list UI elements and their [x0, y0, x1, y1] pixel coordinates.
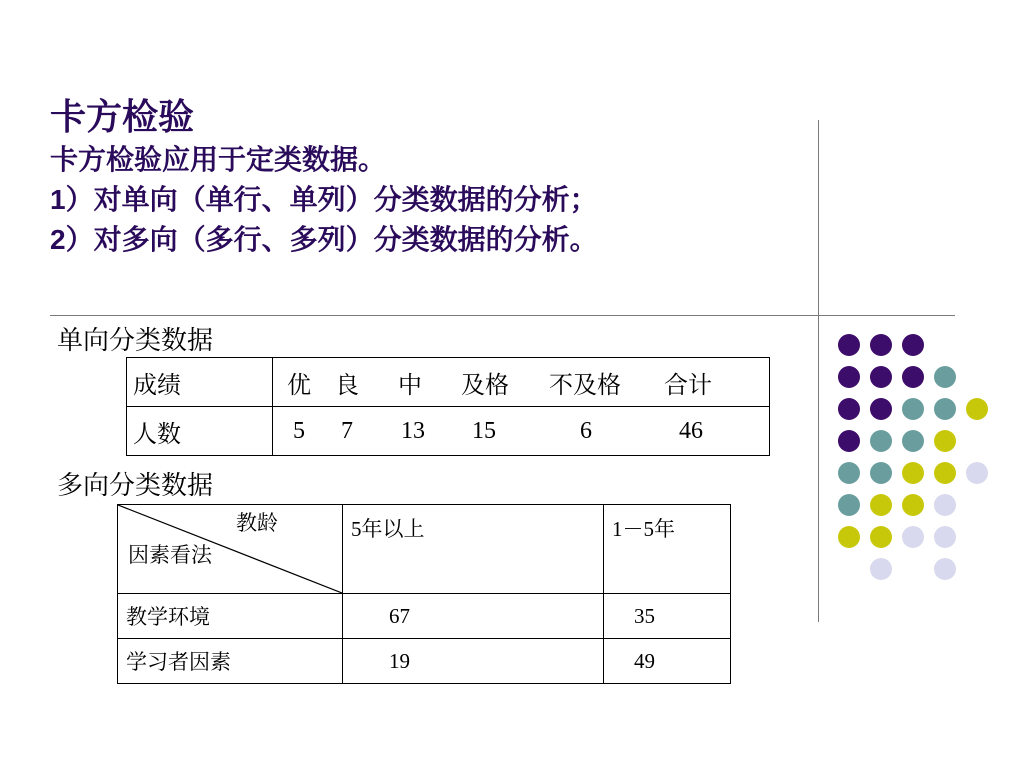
dot-gap: [966, 430, 988, 452]
dot-row: [838, 462, 998, 494]
vertical-divider: [818, 120, 819, 622]
count-good: 7: [341, 417, 353, 444]
grade-medium: 中: [398, 372, 422, 399]
multi-classification-table: [117, 504, 731, 684]
decorative-dot: [870, 494, 892, 516]
point-1-text: ）对单向（单行、单列）分类数据的分析；: [65, 183, 598, 216]
count-label-cell: 人数: [127, 407, 273, 456]
count-total: 46: [679, 417, 703, 444]
row-2-value-1-text: 19: [389, 648, 410, 673]
count-pass: 15: [472, 417, 496, 444]
dot-row: [838, 398, 998, 430]
dot-row: [838, 430, 998, 462]
row-2-value-2: [604, 639, 731, 684]
grade-fail: 不及格: [549, 372, 621, 399]
single-section-label: 单向分类数据: [57, 326, 214, 355]
point-2-text: ）对多向（多行、多列）分类数据的分析。: [65, 223, 598, 256]
decorative-dot: [870, 430, 892, 452]
table-row: [127, 407, 770, 456]
decorative-dot: [934, 526, 956, 548]
dot-row: [838, 366, 998, 398]
decorative-dot: [934, 462, 956, 484]
decorative-dot: [902, 494, 924, 516]
grade-header-cell: 成绩: [127, 358, 273, 407]
count-medium: 13: [401, 417, 425, 444]
dot-gap: [966, 526, 988, 548]
decorative-dot: [838, 430, 860, 452]
dot-gap: [902, 558, 924, 580]
dot-gap: [966, 366, 988, 388]
row-1-value-2: [604, 594, 731, 639]
decorative-dot: [838, 334, 860, 356]
column-header-1: 5年以上: [343, 505, 604, 594]
decorative-dot: [838, 398, 860, 420]
grade-total: 合计: [664, 372, 712, 399]
row-label-1: 教学环境: [118, 594, 343, 639]
grade-categories-cell: [273, 358, 770, 407]
corner-top-label: 教龄: [236, 511, 278, 535]
horizontal-divider: [50, 315, 955, 316]
dot-gap: [838, 558, 860, 580]
heading-block: [50, 96, 598, 260]
row-1-value-1-text: 67: [389, 603, 410, 628]
dot-gap: [934, 334, 956, 356]
count-excellent: 5: [293, 417, 305, 444]
table-row: [118, 594, 731, 639]
multi-section-label: 多向分类数据: [57, 471, 214, 500]
decorative-dot: [838, 366, 860, 388]
column-header-2: 1－5年: [604, 505, 731, 594]
decorative-dot: [934, 430, 956, 452]
decorative-dot: [902, 366, 924, 388]
grade-excellent: 优: [287, 372, 311, 399]
decorative-dot: [902, 526, 924, 548]
decorative-dot: [870, 526, 892, 548]
dot-gap: [966, 494, 988, 516]
decorative-dot: [870, 398, 892, 420]
decorative-dot: [966, 462, 988, 484]
decorative-dot: [934, 558, 956, 580]
table-header-row: [118, 505, 731, 594]
decorative-dot: [934, 494, 956, 516]
decorative-dot: [902, 398, 924, 420]
decorative-dot: [838, 462, 860, 484]
row-1-value-2-text: 35: [634, 603, 655, 628]
single-classification-table: [126, 357, 770, 456]
row-2-value-1: [343, 639, 604, 684]
decorative-dot: [838, 526, 860, 548]
dot-row: [838, 334, 998, 366]
point-2-number: 2: [50, 224, 66, 255]
decorative-dot: [838, 494, 860, 516]
grade-good: 良: [335, 372, 359, 399]
row-2-value-2-text: 49: [634, 648, 655, 673]
decorative-dot-grid: [838, 334, 998, 590]
slide-title: 卡方检验: [50, 97, 195, 138]
decorative-dot: [870, 334, 892, 356]
corner-header-cell: [118, 505, 343, 594]
count-fail: 6: [580, 417, 592, 444]
intro-line: 卡方检验应用于定类数据。: [50, 143, 387, 176]
decorative-dot: [934, 366, 956, 388]
decorative-dot: [902, 462, 924, 484]
table-header-row: [127, 358, 770, 407]
row-1-value-1: [343, 594, 604, 639]
decorative-dot: [966, 398, 988, 420]
dot-gap: [966, 334, 988, 356]
decorative-dot: [934, 398, 956, 420]
dot-row: [838, 558, 998, 590]
decorative-dot: [870, 462, 892, 484]
dot-row: [838, 494, 998, 526]
dot-row: [838, 526, 998, 558]
decorative-dot: [902, 334, 924, 356]
corner-bottom-label: 因素看法: [128, 543, 212, 567]
count-values-cell: [273, 407, 770, 456]
decorative-dot: [870, 558, 892, 580]
point-1-number: 1: [50, 184, 66, 215]
decorative-dot: [870, 366, 892, 388]
row-label-2: 学习者因素: [118, 639, 343, 684]
point-2: [50, 220, 598, 260]
decorative-dot: [902, 430, 924, 452]
dot-gap: [966, 558, 988, 580]
grade-pass: 及格: [461, 372, 509, 399]
table-row: [118, 639, 731, 684]
point-1: [50, 180, 598, 220]
